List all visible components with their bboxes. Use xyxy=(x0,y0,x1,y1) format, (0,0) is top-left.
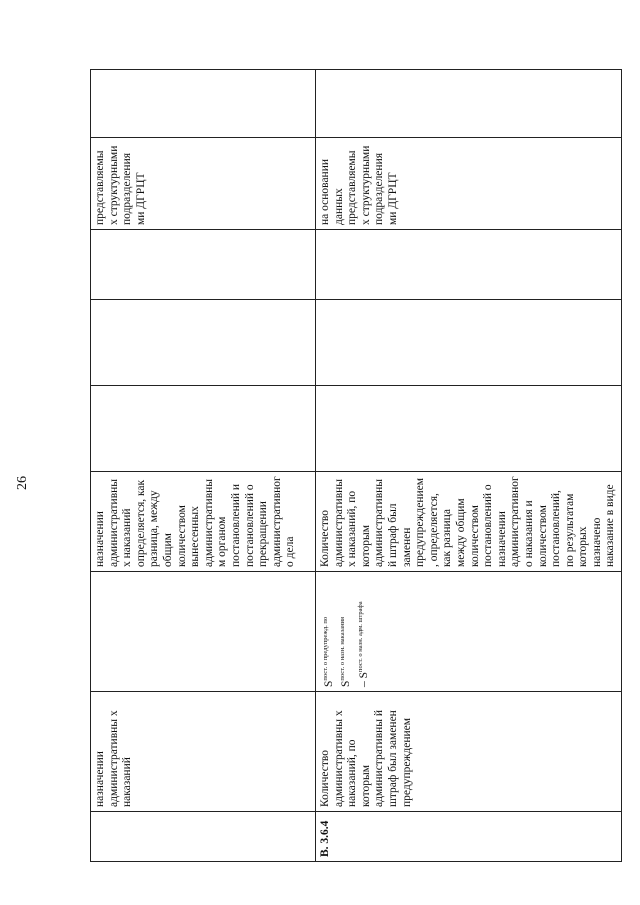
cell-code: В. 3.6.4 xyxy=(316,812,622,862)
cell-col5 xyxy=(91,386,316,472)
cell-method: Количество административных наказаний, по которым административный штраф был заменен предупреждением, определяется, как разница между общим количеством постановлений о назначении административного наказания и количеством постановлений, по результатам которых назначено наказание в виде xyxy=(316,472,622,572)
cell-formula xyxy=(316,572,622,692)
cell-name: Количество административны х наказаний, по которым административны й штраф был заменен предупреждением xyxy=(316,692,622,812)
formula-line-2: $S^{пост. о назн. наказания}$ xyxy=(339,616,353,687)
formula-line-1: $S^{пост. о предупрежд. по}$ xyxy=(322,616,335,687)
indicator-table xyxy=(90,69,622,862)
table-row xyxy=(316,70,622,862)
cell-col9 xyxy=(316,70,622,138)
cell-col7 xyxy=(91,230,316,300)
cell-formula xyxy=(91,572,316,692)
table-row xyxy=(91,70,316,862)
indicator-table-rotated xyxy=(90,70,617,862)
cell-col5 xyxy=(316,386,622,472)
cell-source: на основании данных представляемы х структурными подразделения ми ДГРЦТ xyxy=(316,138,622,230)
cell-source: представляемы х структурными подразделения ми ДГРЦТ xyxy=(91,138,316,230)
indicator-table-wrapper xyxy=(90,70,617,862)
cell-col9 xyxy=(91,70,316,138)
cell-code xyxy=(91,812,316,862)
formula-line-3: – $S^{пост. о назн. адм. штрафа}$ xyxy=(356,601,370,687)
cell-col7 xyxy=(316,230,622,300)
cell-name: назначении административны х наказаний xyxy=(91,692,316,812)
cell-method: назначении административных наказаний определяется, как разница, между общим количеством вынесенных административным органом постановлений и постановлений о прекращении административного дела xyxy=(91,472,316,572)
cell-col6 xyxy=(316,300,622,386)
page-number: 26 xyxy=(15,476,30,490)
cell-col6 xyxy=(91,300,316,386)
